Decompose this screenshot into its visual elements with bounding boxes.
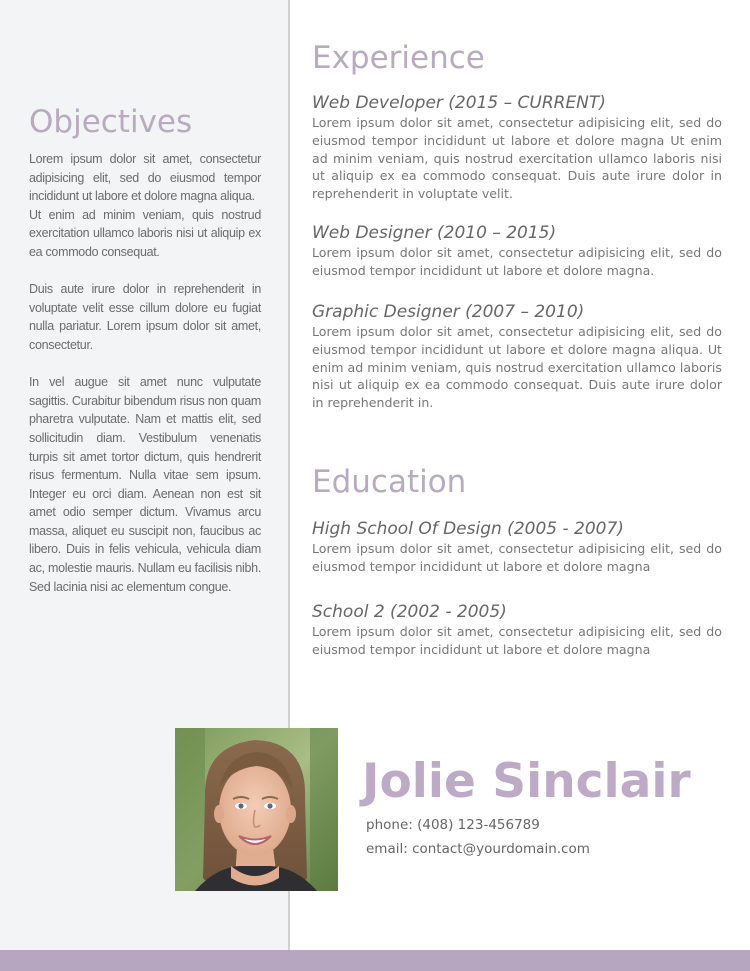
education-heading: Education	[312, 464, 467, 500]
profile-name: Jolie Sinclair	[362, 754, 691, 809]
profile-phone: phone: (408) 123-456789	[366, 817, 540, 833]
objectives-paragraph: Ut enim ad minim veniam, quis nostrud exercitation ullamco laboris nisi ut aliquip ex ea commodo consequat.	[29, 207, 261, 259]
job-title: Web Designer (2010 – 2015)	[312, 223, 557, 243]
school-description: Lorem ipsum dolor sit amet, consectetur adipisicing elit, sed do eiusmod tempor incididunt ut labore et dolore magna	[312, 624, 722, 657]
education-section	[312, 460, 722, 504]
job-description: Lorem ipsum dolor sit amet, consectetur adipisicing elit, sed do eiusmod tempor incididunt ut labore et dolore magna Ut enim ad minim veniam, quis nostrud exercitation ullamco laboris nisi ut aliquip ex ea commodo consequat. Duis aute irure dolor in reprehenderit in voluptate velit.	[312, 115, 722, 202]
job-entry	[312, 92, 722, 203]
job-description: Lorem ipsum dolor sit amet, consectetur adipisicing elit, sed do eiusmod tempor incididunt ut labore et dolore magna.	[312, 245, 722, 278]
education-entry	[312, 518, 722, 576]
job-entry	[312, 222, 722, 280]
objectives-paragraph: Lorem ipsum dolor sit amet, consectetur adipisicing elit, sed do eiusmod tempor incididunt ut labore et dolore magna aliqua.	[29, 152, 261, 204]
profile-email[interactable]: email: contact@yourdomain.com	[366, 841, 590, 857]
education-entry	[312, 601, 722, 659]
footer-band	[0, 950, 750, 971]
experience-section	[312, 36, 722, 80]
profile-photo	[175, 728, 338, 891]
objectives-paragraph: In vel augue sit amet nunc vulputate sagittis. Curabitur bibendum risus non quam pharetra vulputate. Nam et mattis elit, sed sollicitudin diam. Vestibulum venenatis turpis sit amet tortor dictum, quis hendrerit risus fermentum. Nulla vitae sem ipsum. Integer eu orci diam. Aenean non est sit amet odio semper dictum. Vivamus arcu massa, aliquet eu suscipit non, faucibus ac libero. Duis in felis vehicula, vehicula diam ac, molestie mauris. Nullam eu facilisis nibh. Sed lacinia nisi ac elementum congue.	[29, 375, 261, 594]
portrait-image	[175, 728, 338, 891]
objectives-paragraph: Duis aute irure dolor in reprehenderit in voluptate velit esse cillum dolore eu fugiat nulla pariatur. Lorem ipsum dolor sit amet, consectetur.	[29, 282, 261, 352]
job-entry	[312, 301, 722, 412]
job-description: Lorem ipsum dolor sit amet, consectetur adipisicing elit, sed do eiusmod tempor incididunt ut labore et dolore magna aliqua. Ut enim ad minim veniam, quis nostrud exercitation ullamco laboris nisi ut aliquip ex ea commodo consequat. Duis aute irure dolor in reprehenderit in.	[312, 324, 722, 411]
job-title: Graphic Designer (2007 – 2010)	[312, 302, 585, 322]
school-title: High School Of Design (2005 - 2007)	[312, 519, 624, 539]
objectives-heading: Objectives	[29, 104, 193, 140]
school-title: School 2 (2002 - 2005)	[312, 602, 507, 622]
objectives-section	[29, 100, 261, 596]
job-title: Web Developer (2015 – CURRENT)	[312, 93, 606, 113]
experience-heading: Experience	[312, 40, 485, 76]
school-description: Lorem ipsum dolor sit amet, consectetur adipisicing elit, sed do eiusmod tempor incididunt ut labore et dolore magna	[312, 541, 722, 574]
